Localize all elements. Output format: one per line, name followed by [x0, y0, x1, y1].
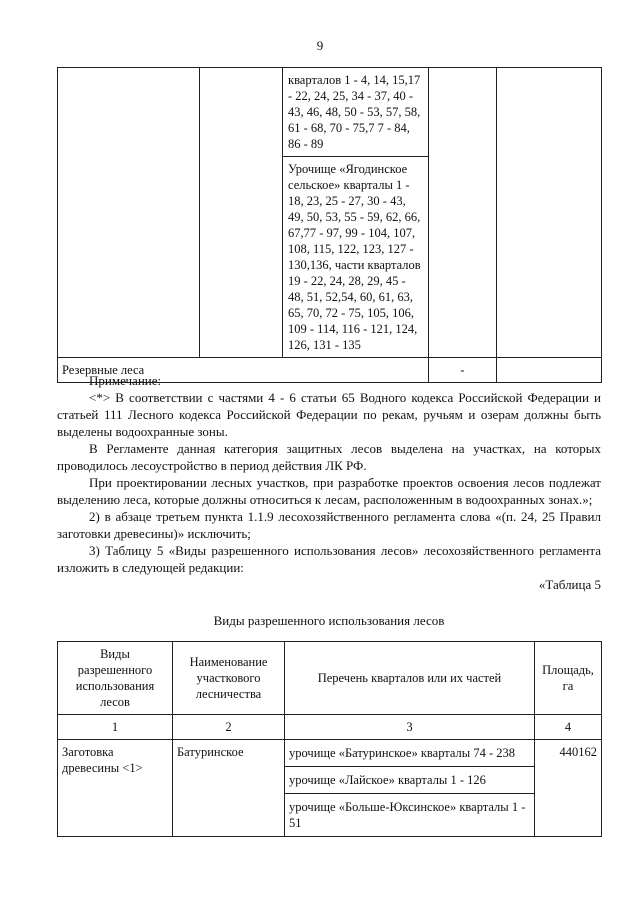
column-header: Перечень кварталов или их частей	[285, 642, 535, 715]
column-number: 3	[285, 715, 535, 740]
table-row	[58, 68, 602, 157]
note-section	[57, 372, 601, 593]
table-header-row	[58, 642, 602, 715]
column-header: Площадь, га	[535, 642, 602, 715]
column-number-row	[58, 715, 602, 740]
table-reference: «Таблица 5	[538, 577, 601, 592]
column-header: Наименование участкового лесничества	[173, 642, 285, 715]
column-number: 4	[535, 715, 602, 740]
table-cell	[58, 68, 200, 358]
use-type-cell: Заготовка древесины <1>	[58, 740, 173, 837]
area-cell: 440162	[535, 740, 602, 837]
note-paragraph: При проектировании лесных участков, при разработке проектов освоения лесов подлежат выделению леса, которые должны относиться к лесам, расположенным в водоохранных зонах.»;	[57, 475, 601, 507]
reserve-forests-label: Резервные леса	[58, 358, 429, 383]
column-header: Виды разрешенного использования лесов	[58, 642, 173, 715]
table-row	[58, 740, 602, 767]
forest-categories-table-continued	[57, 67, 602, 383]
note-paragraph: В Регламенте данная категория защитных лесов выделена на участках, на которых проводилось лесоустройство в период действия ЛК РФ.	[57, 441, 601, 473]
note-paragraph: <*> В соответствии с частями 4 - 6 статьи 65 Водного кодекса Российской Федерации и статьей 111 Лесного кодекса Российской Федерации по рекам, ручьям и озерам должны быть выделены водоохранные зоны.	[57, 390, 601, 439]
table-cell: кварталов 1 - 4, 14, 15,17 - 22, 24, 25, 34 - 37, 40 - 43, 46, 48, 50 - 53, 57, 58, 61 - 68, 70 - 75,7 7 - 84, 86 - 89	[283, 68, 429, 157]
table-cell	[200, 68, 283, 358]
quarters-cell: урочище «Батуринское» кварталы 74 - 238	[285, 740, 535, 767]
table-5-permitted-uses	[57, 641, 602, 837]
table-cell: Урочище «Ягодинское сельское» кварталы 1 - 18, 23, 25 - 27, 30 - 43, 49, 50, 53, 55 - 59, 62, 66, 67,77 - 97, 99 - 104, 107, 108, 115, 122, 123, 127 - 130,136, части кварталов 19 - 22, 24, 28, 29, 45 - 48, 51, 52,54, 60, 61, 63, 65, 70, 72 - 75, 105, 106, 109 - 114, 116 - 121, 124, 126, 131 - 135	[283, 157, 429, 358]
page-number: 9	[316, 38, 324, 53]
forestry-name-cell: Батуринское	[173, 740, 285, 837]
table-title: Виды разрешенного использования лесов	[213, 613, 445, 628]
column-number: 2	[173, 715, 285, 740]
quarters-cell: урочище «Лайское» кварталы 1 - 126	[285, 767, 535, 794]
column-number: 1	[58, 715, 173, 740]
table-cell	[429, 68, 497, 358]
amendment-paragraph: 3) Таблицу 5 «Виды разрешенного использования лесов» лесохозяйственного регламента изложить в следующей редакции:	[57, 543, 601, 575]
amendment-paragraph: 2) в абзаце третьем пункта 1.1.9 лесохозяйственного регламента слова «(п. 24, 25 Правил заготовки древесины)» исключить;	[57, 509, 601, 541]
table-cell	[497, 68, 602, 358]
note-heading: Примечание:	[89, 373, 162, 388]
quarters-cell: урочище «Больше-Юксинское» кварталы 1 - 51	[285, 794, 535, 837]
reserve-forests-value: -	[429, 358, 497, 383]
